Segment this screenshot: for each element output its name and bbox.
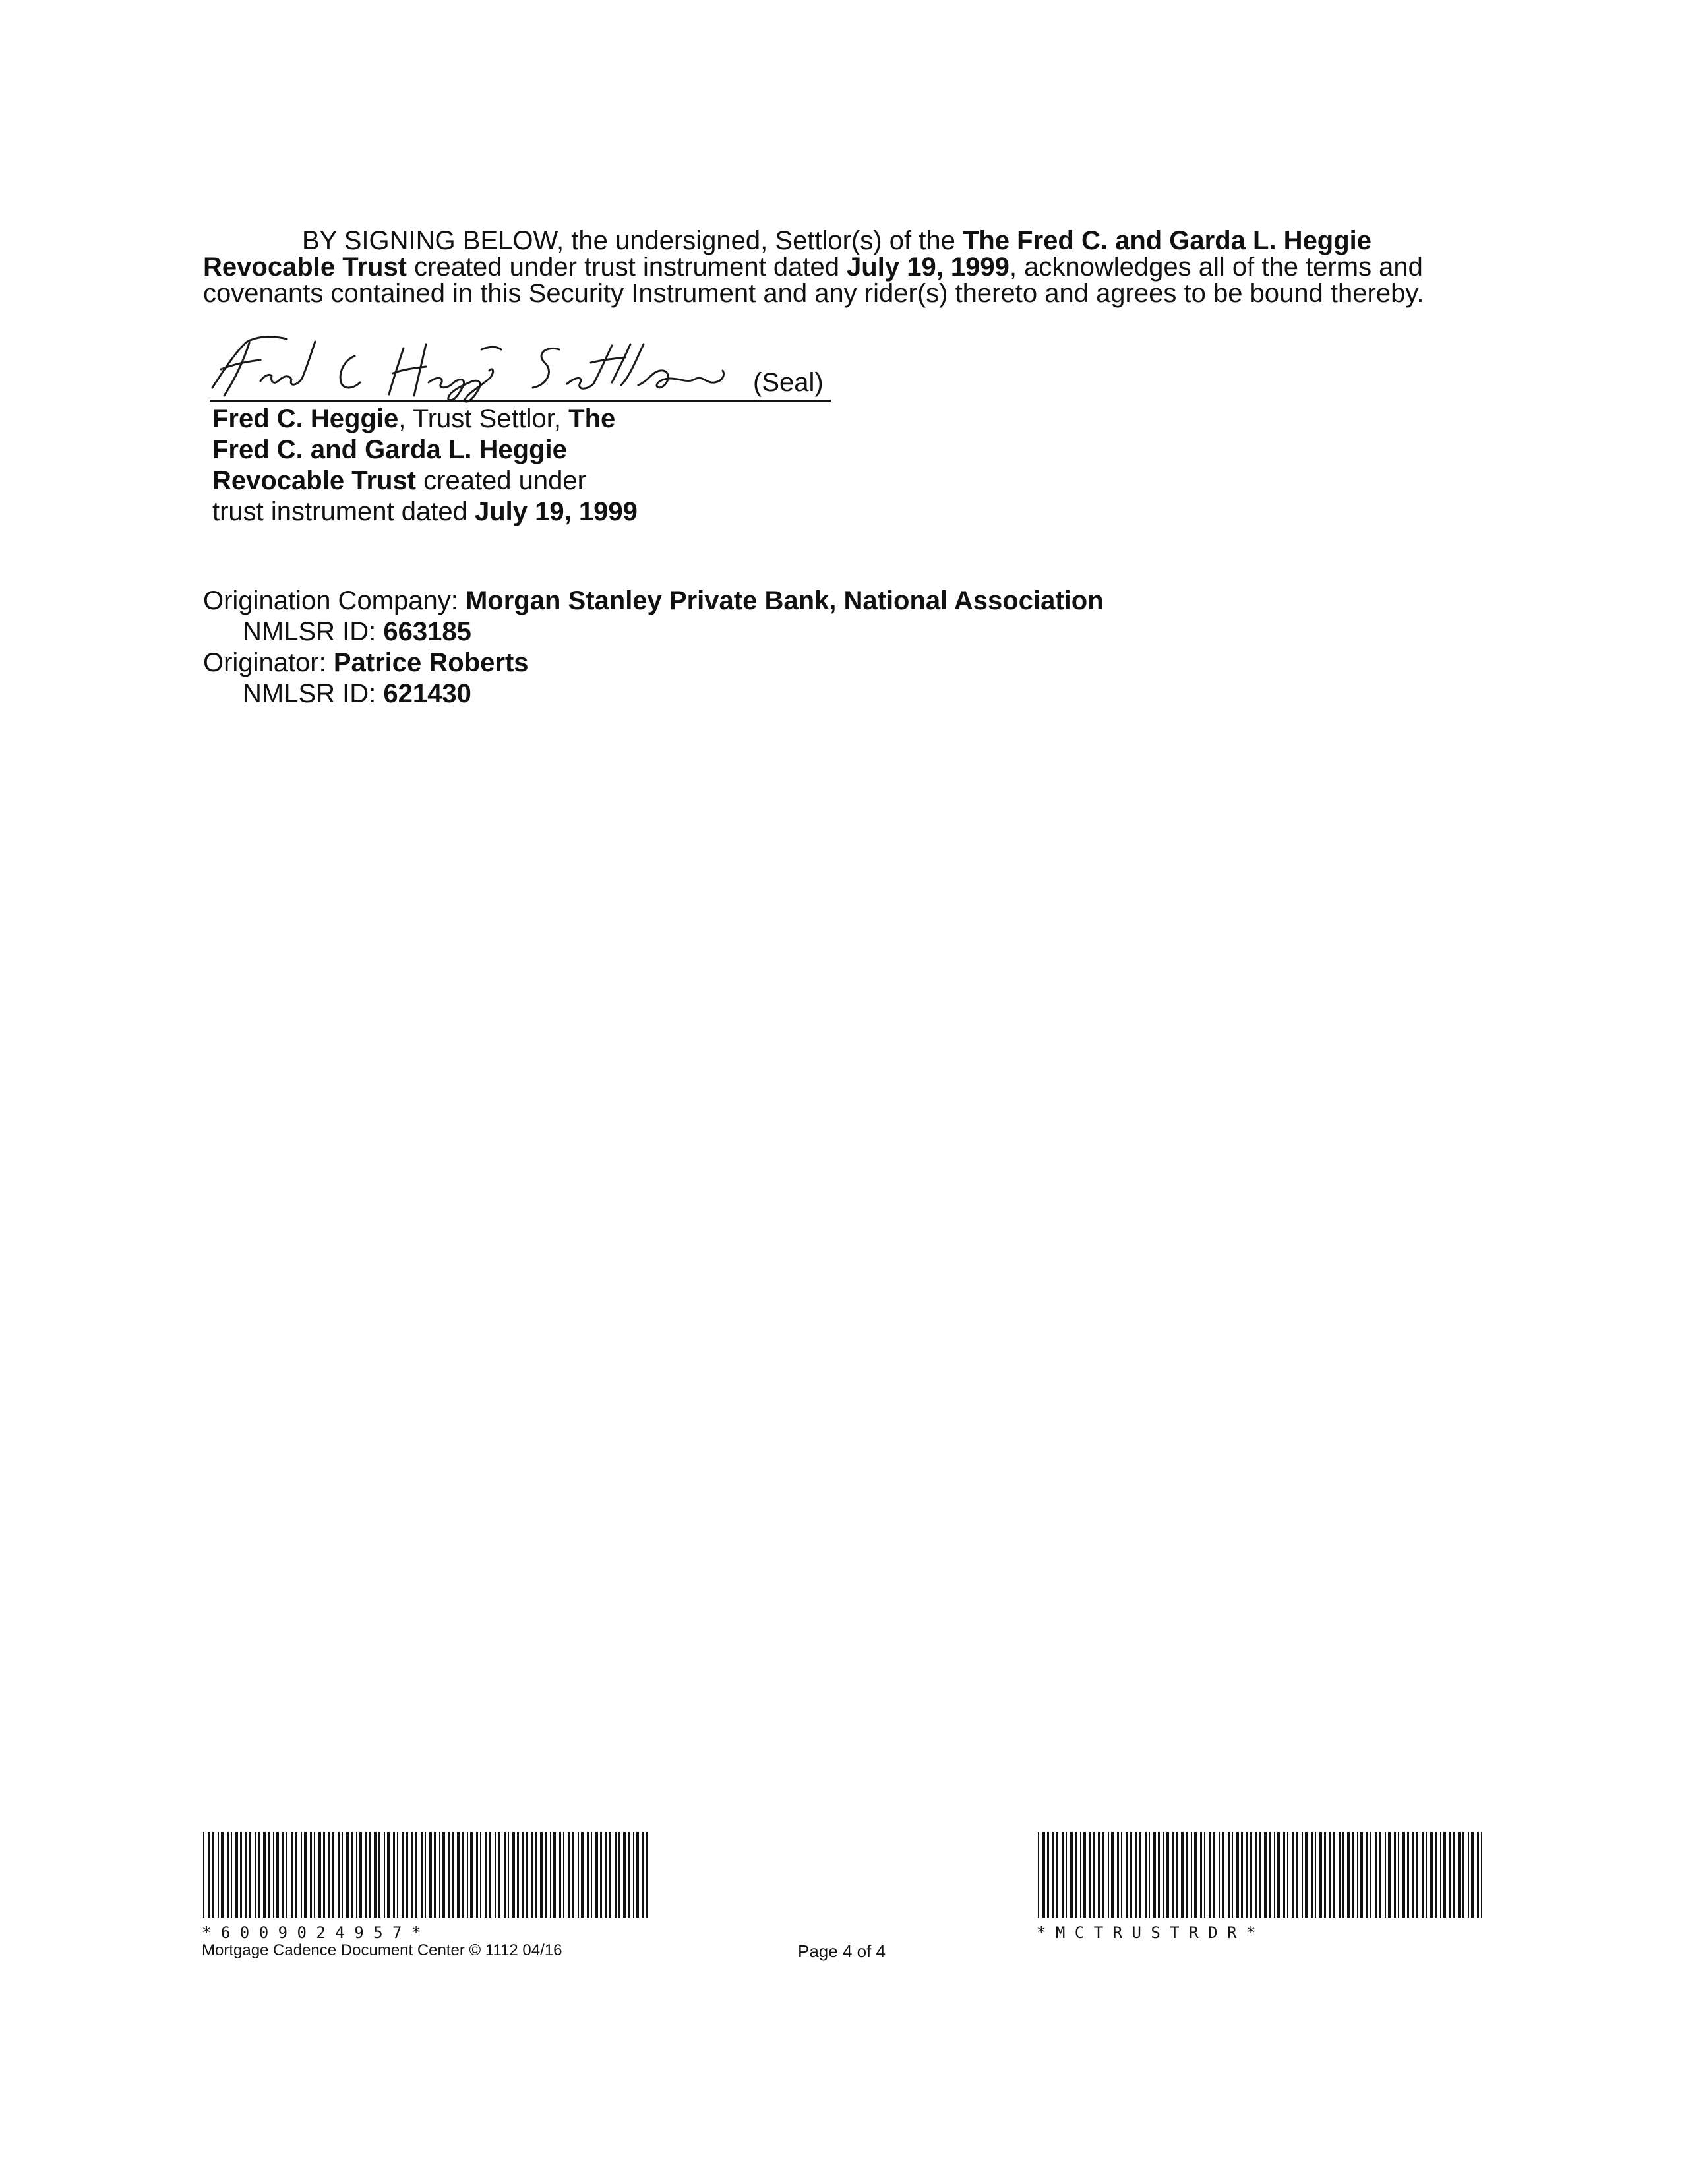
barcode-bar bbox=[1287, 1832, 1288, 1918]
barcode-bar bbox=[1315, 1832, 1316, 1918]
barcode-bar bbox=[467, 1832, 468, 1918]
barcode-bar bbox=[563, 1832, 564, 1918]
barcode-bar bbox=[1449, 1832, 1451, 1918]
barcode-bar bbox=[338, 1832, 340, 1918]
barcode-bar bbox=[291, 1832, 293, 1918]
barcode-bar bbox=[1375, 1832, 1377, 1918]
barcode-bar bbox=[276, 1832, 279, 1918]
settlor-role: , Trust Settlor, bbox=[398, 404, 569, 433]
barcode-bar bbox=[1056, 1832, 1058, 1918]
signature-block bbox=[198, 330, 857, 409]
barcode-bar bbox=[406, 1832, 408, 1918]
trust-date: July 19, 1999 bbox=[847, 253, 1010, 282]
barcode-bar bbox=[1219, 1832, 1220, 1918]
barcode-bar bbox=[231, 1832, 232, 1918]
origination-company bbox=[203, 586, 1104, 617]
barcode-bar bbox=[221, 1832, 224, 1918]
barcode-bar bbox=[1477, 1832, 1479, 1918]
barcode-bar bbox=[1126, 1832, 1128, 1918]
barcode-bar bbox=[1296, 1832, 1298, 1918]
barcode-bar bbox=[1412, 1832, 1414, 1918]
barcode-bar bbox=[1435, 1832, 1437, 1918]
barcode-bar bbox=[1264, 1832, 1267, 1918]
barcode-bar bbox=[356, 1832, 357, 1918]
barcode-bar bbox=[384, 1832, 385, 1918]
barcode-bar bbox=[1108, 1832, 1109, 1918]
barcode-bar bbox=[235, 1832, 238, 1918]
barcode-bar bbox=[1370, 1832, 1372, 1918]
barcode-bar bbox=[434, 1832, 436, 1918]
barcode-bar bbox=[1135, 1832, 1137, 1918]
barcode-bar bbox=[415, 1832, 417, 1918]
barcode-bar bbox=[1292, 1832, 1294, 1918]
form-barcode bbox=[1037, 1832, 1485, 1942]
barcode-bar bbox=[351, 1832, 353, 1918]
barcode-bar bbox=[559, 1832, 561, 1918]
barcode-bar bbox=[218, 1832, 219, 1918]
barcode-bar bbox=[512, 1832, 515, 1918]
barcode-bar bbox=[1255, 1832, 1257, 1918]
barcode-bar bbox=[1191, 1832, 1192, 1918]
barcode-bar bbox=[208, 1832, 210, 1918]
barcode-bar bbox=[332, 1832, 334, 1918]
barcode-bar bbox=[470, 1832, 473, 1918]
barcode-bar bbox=[429, 1832, 432, 1918]
barcode-bar bbox=[578, 1832, 579, 1918]
barcode-bar bbox=[421, 1832, 423, 1918]
barcode-bar bbox=[1130, 1832, 1132, 1918]
barcode-bar bbox=[1342, 1832, 1344, 1918]
barcode-bar bbox=[1443, 1832, 1446, 1918]
handwritten-signature bbox=[198, 330, 752, 409]
barcode-bar bbox=[1259, 1832, 1261, 1918]
settlor-line-3 bbox=[212, 466, 638, 497]
barcode-caption: * M C T R U S T R D R * bbox=[1037, 1924, 1256, 1942]
acknowledgement-paragraph bbox=[203, 228, 1495, 307]
barcode-bars bbox=[202, 1832, 650, 1918]
originator-nmlsr bbox=[203, 679, 1104, 710]
barcode-bar bbox=[1153, 1832, 1156, 1918]
barcode-bar bbox=[1339, 1832, 1341, 1918]
barcode-bar bbox=[1430, 1832, 1433, 1918]
barcode-bar bbox=[1426, 1832, 1427, 1918]
barcode-bar bbox=[1422, 1832, 1424, 1918]
barcode-bar bbox=[1139, 1832, 1141, 1918]
settlor-name: Fred C. Heggie bbox=[212, 404, 399, 433]
barcode-bar bbox=[425, 1832, 426, 1918]
barcode-bar bbox=[1360, 1832, 1363, 1918]
barcode-bar bbox=[378, 1832, 380, 1918]
barcode-caption: * 6 0 0 9 0 2 4 9 5 7 * bbox=[202, 1924, 421, 1942]
barcode-bar bbox=[1458, 1832, 1461, 1918]
footer-document-center: Mortgage Cadence Document Center © 1112 04/16 bbox=[202, 1941, 562, 1959]
barcode-bar bbox=[1347, 1832, 1350, 1918]
barcode-bar bbox=[286, 1832, 287, 1918]
barcode-bar bbox=[485, 1832, 487, 1918]
origination-block bbox=[203, 586, 1104, 710]
barcode-bar bbox=[568, 1832, 570, 1918]
barcode-bar bbox=[442, 1832, 445, 1918]
barcode-bar bbox=[301, 1832, 302, 1918]
barcode-bar bbox=[387, 1832, 390, 1918]
paragraph-line-3: covenants contained in this Security Instrument and any rider(s) thereto and agrees to be bound thereby. bbox=[203, 279, 1424, 308]
barcode-bar bbox=[1042, 1832, 1045, 1918]
settlor-text: created under bbox=[416, 466, 586, 495]
barcode-bar bbox=[1149, 1832, 1150, 1918]
barcode-bar bbox=[1038, 1832, 1039, 1918]
barcode-bar bbox=[1329, 1832, 1331, 1918]
barcode-bar bbox=[1250, 1832, 1252, 1918]
barcode-bar bbox=[240, 1832, 242, 1918]
barcode-bar bbox=[526, 1832, 528, 1918]
barcode-bar bbox=[1481, 1832, 1482, 1918]
barcode-bar bbox=[1394, 1832, 1396, 1918]
field-label: NMLSR ID: bbox=[243, 679, 384, 708]
barcode-bar bbox=[310, 1832, 312, 1918]
barcode-bar bbox=[393, 1832, 395, 1918]
barcode-bar bbox=[1209, 1832, 1211, 1918]
barcode-bar bbox=[295, 1832, 297, 1918]
barcode-bar bbox=[1283, 1832, 1285, 1918]
company-nmlsr bbox=[203, 617, 1104, 648]
barcode-bar bbox=[346, 1832, 349, 1918]
originator-name: Patrice Roberts bbox=[333, 648, 529, 677]
barcode-bar bbox=[1222, 1832, 1224, 1918]
barcode-bar bbox=[1440, 1832, 1441, 1918]
seal-label: (Seal) bbox=[753, 368, 824, 397]
barcode-bar bbox=[1232, 1832, 1233, 1918]
barcode-bar bbox=[1163, 1832, 1164, 1918]
barcode-bar bbox=[1075, 1832, 1077, 1918]
trust-name-cont: Revocable Trust bbox=[203, 253, 407, 282]
barcode-bar bbox=[545, 1832, 547, 1918]
barcode-bar bbox=[1158, 1832, 1160, 1918]
barcode-bar bbox=[1213, 1832, 1215, 1918]
barcode-bar bbox=[1176, 1832, 1178, 1918]
barcode-bar bbox=[1241, 1832, 1243, 1918]
barcode-bar bbox=[258, 1832, 260, 1918]
barcode-bar bbox=[1200, 1832, 1202, 1918]
barcode-bar bbox=[1385, 1832, 1386, 1918]
barcode-bar bbox=[553, 1832, 556, 1918]
barcode-bar bbox=[1052, 1832, 1054, 1918]
barcode-bar bbox=[1066, 1832, 1067, 1918]
barcode-bar bbox=[1379, 1832, 1381, 1918]
trust-name: The bbox=[568, 404, 616, 433]
barcode-bar bbox=[397, 1832, 398, 1918]
barcode-bar bbox=[1462, 1832, 1464, 1918]
barcode-bar bbox=[263, 1832, 266, 1918]
barcode-bar bbox=[1246, 1832, 1248, 1918]
nmlsr-id: 663185 bbox=[383, 617, 471, 646]
barcode-bar bbox=[1093, 1832, 1095, 1918]
barcode-bar bbox=[448, 1832, 450, 1918]
barcode-bar bbox=[411, 1832, 413, 1918]
barcode-bar bbox=[1228, 1832, 1230, 1918]
loan-barcode bbox=[202, 1832, 650, 1942]
barcode-bar bbox=[600, 1832, 602, 1918]
barcode-bar bbox=[1468, 1832, 1469, 1918]
barcode-bar bbox=[623, 1832, 626, 1918]
barcode-bar bbox=[498, 1832, 500, 1918]
barcode-bar bbox=[1388, 1832, 1391, 1918]
footer-page-number: Page 4 of 4 bbox=[798, 1941, 886, 1961]
barcode-bar bbox=[1102, 1832, 1104, 1918]
barcode-bar bbox=[1319, 1832, 1322, 1918]
barcode-bar bbox=[1098, 1832, 1100, 1918]
barcode-bar bbox=[535, 1832, 537, 1918]
barcode-bar bbox=[212, 1832, 214, 1918]
barcode-bar bbox=[273, 1832, 274, 1918]
barcode-bar bbox=[508, 1832, 509, 1918]
barcode-bar bbox=[1181, 1832, 1184, 1918]
settlor-text: trust instrument dated bbox=[212, 497, 475, 526]
settlor-line-2: Fred C. and Garda L. Heggie bbox=[212, 435, 567, 464]
barcode-bar bbox=[318, 1832, 321, 1918]
barcode-bar bbox=[1402, 1832, 1405, 1918]
barcode-bar bbox=[540, 1832, 543, 1918]
barcode-bar bbox=[365, 1832, 367, 1918]
barcode-bar bbox=[369, 1832, 371, 1918]
barcode-bar bbox=[439, 1832, 440, 1918]
paragraph-text: created under trust instrument dated bbox=[407, 253, 847, 282]
barcode-bar bbox=[314, 1832, 315, 1918]
originator bbox=[203, 648, 1104, 679]
paragraph-text: , acknowledges all of the terms and bbox=[1009, 253, 1423, 282]
barcode-bar bbox=[517, 1832, 519, 1918]
barcode-bar bbox=[227, 1832, 229, 1918]
barcode-bar bbox=[255, 1832, 256, 1918]
barcode-bar bbox=[1416, 1832, 1418, 1918]
barcode-bar bbox=[268, 1832, 270, 1918]
barcode-bar bbox=[495, 1832, 496, 1918]
signature-line bbox=[210, 400, 831, 402]
barcode-bar bbox=[1236, 1832, 1239, 1918]
barcode-bar bbox=[245, 1832, 247, 1918]
barcode-bar bbox=[572, 1832, 574, 1918]
barcode-bar bbox=[249, 1832, 251, 1918]
barcode-bar bbox=[1166, 1832, 1169, 1918]
barcode-bar bbox=[595, 1832, 598, 1918]
barcode-bar bbox=[1366, 1832, 1368, 1918]
field-label: Origination Company: bbox=[203, 586, 466, 615]
trust-name: The Fred C. and Garda L. Heggie bbox=[962, 226, 1372, 255]
barcode-bar bbox=[1274, 1832, 1275, 1918]
barcode-bar bbox=[591, 1832, 592, 1918]
settlor-line-4 bbox=[212, 497, 638, 528]
barcode-bar bbox=[615, 1832, 617, 1918]
paragraph-line-1 bbox=[203, 228, 1495, 254]
paragraph-text: BY SIGNING BELOW, the undersigned, Settlor(s) of the bbox=[302, 226, 963, 255]
barcode-bar bbox=[587, 1832, 589, 1918]
barcode-bar bbox=[1047, 1832, 1049, 1918]
barcode-bar bbox=[1471, 1832, 1474, 1918]
barcode-bar bbox=[1070, 1832, 1073, 1918]
barcode-bar bbox=[1083, 1832, 1086, 1918]
barcode-bar bbox=[342, 1832, 343, 1918]
barcode-bar bbox=[633, 1832, 634, 1918]
barcode-bar bbox=[476, 1832, 478, 1918]
barcode-bar bbox=[1172, 1832, 1174, 1918]
field-label: Originator: bbox=[203, 648, 334, 677]
trust-name-cont: Revocable Trust bbox=[212, 466, 417, 495]
barcode-bar bbox=[1302, 1832, 1303, 1918]
barcode-bar bbox=[203, 1832, 204, 1918]
barcode-bar bbox=[328, 1832, 330, 1918]
barcode-bar bbox=[489, 1832, 491, 1918]
barcode-bar bbox=[1311, 1832, 1313, 1918]
paragraph-line-2 bbox=[203, 254, 1495, 280]
barcode-bar bbox=[1121, 1832, 1122, 1918]
barcode-bar bbox=[642, 1832, 644, 1918]
barcode-bar bbox=[1080, 1832, 1081, 1918]
barcode-bar bbox=[609, 1832, 611, 1918]
barcode-bar bbox=[1324, 1832, 1326, 1918]
barcode-bar bbox=[402, 1832, 404, 1918]
barcode-bar bbox=[581, 1832, 584, 1918]
barcode-bar bbox=[531, 1832, 533, 1918]
barcode-bar bbox=[1194, 1832, 1197, 1918]
settlor-block bbox=[212, 404, 638, 528]
barcode-bar bbox=[1269, 1832, 1271, 1918]
barcode-bar bbox=[1062, 1832, 1064, 1918]
barcode-bar bbox=[1117, 1832, 1119, 1918]
barcode-bar bbox=[304, 1832, 307, 1918]
barcode-bar bbox=[1357, 1832, 1358, 1918]
barcode-bar bbox=[646, 1832, 648, 1918]
settlor-line-1 bbox=[212, 404, 638, 435]
barcode-bar bbox=[323, 1832, 325, 1918]
barcode-bar bbox=[457, 1832, 460, 1918]
barcode-bar bbox=[1352, 1832, 1354, 1918]
company-name: Morgan Stanley Private Bank, National Association bbox=[465, 586, 1104, 615]
barcode-bar bbox=[1407, 1832, 1409, 1918]
barcode-bar bbox=[550, 1832, 551, 1918]
barcode-bar bbox=[480, 1832, 481, 1918]
trust-date: July 19, 1999 bbox=[474, 497, 638, 526]
barcode-bar bbox=[522, 1832, 524, 1918]
nmlsr-id: 621430 bbox=[383, 679, 471, 708]
barcode-bar bbox=[1111, 1832, 1114, 1918]
field-label: NMLSR ID: bbox=[243, 617, 384, 646]
barcode-bar bbox=[374, 1832, 377, 1918]
barcode-bar bbox=[1089, 1832, 1091, 1918]
barcode-bar bbox=[462, 1832, 464, 1918]
barcode-bar bbox=[628, 1832, 630, 1918]
barcode-bars bbox=[1037, 1832, 1485, 1918]
barcode-bar bbox=[618, 1832, 620, 1918]
barcode-bar bbox=[1333, 1832, 1335, 1918]
barcode-bar bbox=[359, 1832, 362, 1918]
barcode-bar bbox=[452, 1832, 454, 1918]
barcode-bar bbox=[1305, 1832, 1308, 1918]
barcode-bar bbox=[1453, 1832, 1455, 1918]
barcode-bar bbox=[282, 1832, 284, 1918]
barcode-bar bbox=[636, 1832, 639, 1918]
barcode-bar bbox=[1277, 1832, 1280, 1918]
barcode-bar bbox=[504, 1832, 506, 1918]
barcode-bar bbox=[605, 1832, 607, 1918]
barcode-bar bbox=[1186, 1832, 1188, 1918]
barcode-bar bbox=[1145, 1832, 1147, 1918]
barcode-bar bbox=[1204, 1832, 1205, 1918]
barcode-bar bbox=[1398, 1832, 1399, 1918]
